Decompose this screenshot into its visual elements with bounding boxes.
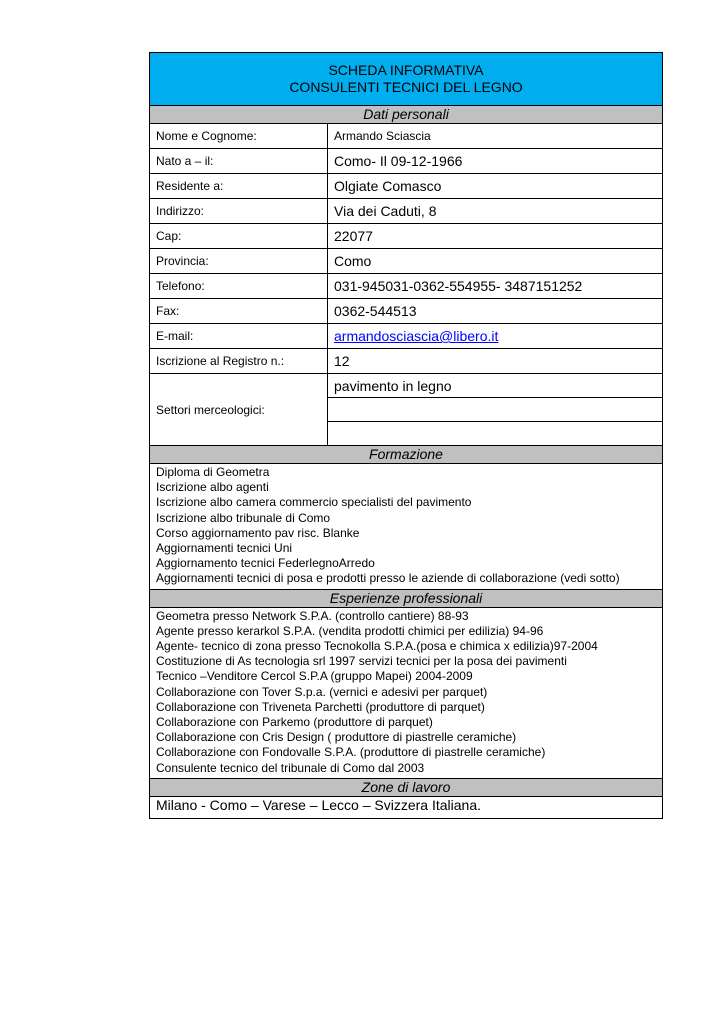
field-value-sector bbox=[328, 422, 663, 446]
email-link[interactable]: armandosciascia@libero.it bbox=[334, 328, 499, 344]
row-email bbox=[150, 324, 663, 349]
list-item: Aggiornamenti tecnici di posa e prodotti presso le aziende di collaborazione (vedi sotto) bbox=[156, 571, 620, 586]
list-item: Collaborazione con Cris Design ( produttore di piastrelle ceramiche) bbox=[156, 730, 517, 745]
list-item: Geometra presso Network S.P.A. (controllo cantiere) 88-93 bbox=[156, 608, 469, 623]
row-fax bbox=[150, 299, 663, 324]
list-item: Diploma di Geometra bbox=[156, 465, 270, 479]
list-item: Aggiornamento tecnici FederlegnoArredo bbox=[156, 556, 375, 571]
field-label: Nome e Cognome: bbox=[150, 124, 328, 149]
list-item: Collaborazione con Tover S.p.a. (vernici e adesivi per parquet) bbox=[156, 684, 488, 699]
row-phone bbox=[150, 274, 663, 299]
row-name bbox=[150, 124, 663, 149]
field-label: Cap: bbox=[150, 224, 328, 249]
field-label: Fax: bbox=[150, 299, 328, 324]
list-item: Collaborazione con Fondovalle S.P.A. (produttore di piastrelle ceramiche) bbox=[156, 745, 546, 760]
zones-value: Milano - Como – Varese – Lecco – Svizzera Italiana. bbox=[150, 796, 663, 818]
field-value-sector bbox=[328, 398, 663, 422]
section-title-experience: Esperienze professionali bbox=[150, 589, 663, 607]
section-title-zones: Zone di lavoro bbox=[150, 778, 663, 796]
row-residence bbox=[150, 174, 663, 199]
field-value-residence: Olgiate Comasco bbox=[328, 174, 663, 199]
list-item: Corso aggiornamento pav risc. Blanke bbox=[156, 525, 360, 540]
list-item: Agente presso kerarkol S.P.A. (vendita prodotti chimici per edilizia) 94-96 bbox=[156, 623, 544, 638]
field-label-sectors: Settori merceologici: bbox=[150, 374, 328, 446]
field-value-email bbox=[328, 324, 663, 349]
row-registry bbox=[150, 349, 663, 374]
field-value-sector: pavimento in legno bbox=[328, 374, 663, 398]
field-label: Nato a – il: bbox=[150, 149, 328, 174]
section-title-personal: Dati personali bbox=[150, 106, 663, 124]
field-value-phone: 031-945031-0362-554955- 3487151252 bbox=[328, 274, 663, 299]
list-item: Consulente tecnico del tribunale di Como dal 2003 bbox=[156, 760, 425, 775]
field-label: Residente a: bbox=[150, 174, 328, 199]
field-value-fax: 0362-544513 bbox=[328, 299, 663, 324]
info-sheet bbox=[149, 52, 662, 819]
list-item: Iscrizione albo tribunale di Como bbox=[156, 510, 331, 525]
field-value-birth: Como- Il 09-12-1966 bbox=[328, 149, 663, 174]
sheet-header bbox=[150, 53, 663, 106]
header-line-1: SCHEDA INFORMATIVA bbox=[328, 62, 484, 78]
field-label: Indirizzo: bbox=[150, 199, 328, 224]
field-value-cap: 22077 bbox=[328, 224, 663, 249]
list-item: Agente- tecnico di zona presso Tecnokolla S.P.A.(posa e chimica x edilizia)97-2004 bbox=[156, 639, 598, 654]
row-address bbox=[150, 199, 663, 224]
field-label: E-mail: bbox=[150, 324, 328, 349]
field-label: Iscrizione al Registro n.: bbox=[150, 349, 328, 374]
list-item: Iscrizione albo camera commercio specialisti del pavimento bbox=[156, 495, 472, 510]
list-item: Costituzione di As tecnologia srl 1997 servizi tecnici per la posa dei pavimenti bbox=[156, 654, 567, 669]
field-value-address: Via dei Caduti, 8 bbox=[328, 199, 663, 224]
list-item: Collaborazione con Parkemo (produttore di parquet) bbox=[156, 715, 433, 730]
row-cap bbox=[150, 224, 663, 249]
header-line-2: CONSULENTI TECNICI DEL LEGNO bbox=[289, 79, 523, 95]
row-birth bbox=[150, 149, 663, 174]
field-value-province: Como bbox=[328, 249, 663, 274]
field-label: Provincia: bbox=[150, 249, 328, 274]
list-item: Aggiornamenti tecnici Uni bbox=[156, 541, 293, 556]
field-label: Telefono: bbox=[150, 274, 328, 299]
field-value-name: Armando Sciascia bbox=[328, 124, 663, 149]
row-sectors-1 bbox=[150, 374, 663, 398]
experience-list bbox=[150, 607, 663, 778]
list-item: Tecnico –Venditore Cercol S.P.A (gruppo Mapei) 2004-2009 bbox=[156, 669, 473, 684]
section-title-training: Formazione bbox=[150, 446, 663, 464]
row-province bbox=[150, 249, 663, 274]
info-table bbox=[149, 52, 663, 819]
field-value-registry: 12 bbox=[328, 349, 663, 374]
training-list bbox=[150, 464, 663, 590]
list-item: Collaborazione con Triveneta Parchetti (produttore di parquet) bbox=[156, 699, 485, 714]
list-item: Iscrizione albo agenti bbox=[156, 480, 269, 495]
